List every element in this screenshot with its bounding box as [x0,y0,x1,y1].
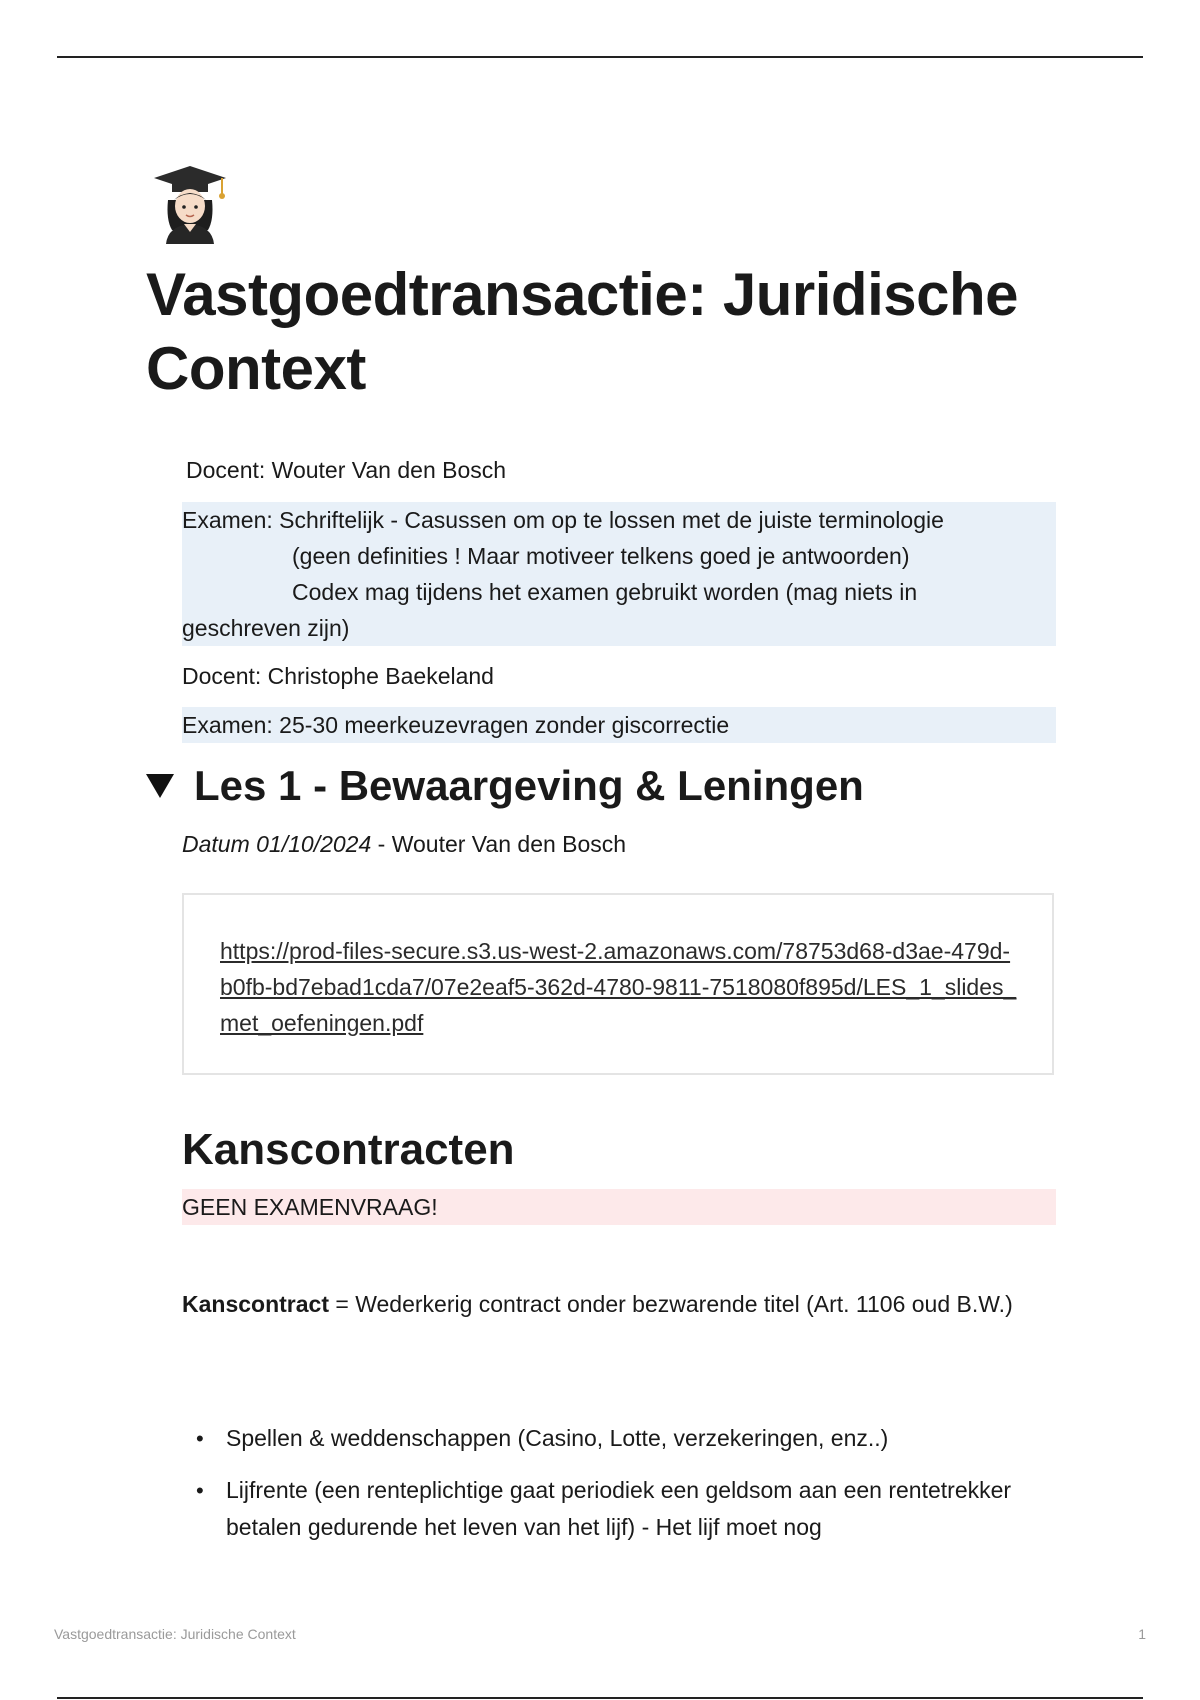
docent-line-1: Docent: Wouter Van den Bosch [186,457,507,483]
file-link-box [182,893,1054,1075]
exam-line: Examen: Schriftelijk - Casussen om op te lossen met de juiste terminologie [182,507,944,533]
student-emoji-icon [152,160,228,244]
list-item: • Spellen & weddenschappen (Casino, Lotte, verzekeringen, enz..) [182,1420,1062,1457]
lesson-date [182,826,626,862]
exam-callout-2: Examen: 25-30 meerkeuzevragen zonder giscorrectie [182,707,1056,743]
warning-callout: GEEN EXAMENVRAAG! [182,1189,1056,1225]
definition-text: = Wederkerig contract onder bezwarende titel (Art. 1106 oud B.W.) [328,1291,1013,1317]
exam-callout-1 [182,502,1056,646]
exam-line: geschreven zijn) [182,615,350,641]
bottom-divider [57,1697,1143,1699]
definition-term: Kanscontract [182,1291,329,1317]
list-item: • Lijfrente (een renteplichtige gaat periodiek een geldsom aan een rentetrekker betalen gedurende het leven van het lijf) - Het lijf moet nog [182,1472,1062,1546]
exam-line: Codex mag tijdens het examen gebruikt worden (mag niets in [292,579,918,605]
date-author: - Wouter Van den Bosch [371,831,627,857]
page-title: Vastgoedtransactie: Juridische Context [146,261,1018,402]
bullet-list [182,1420,1062,1561]
exam-line: (geen definities ! Maar motiveer telkens goed je antwoorden) [292,543,910,569]
top-divider [57,56,1143,58]
toggle-triangle-icon[interactable] [146,774,174,798]
date-label: Datum 01/10/2024 [182,831,372,857]
lesson-toggle[interactable] [146,758,864,814]
section-heading: Kanscontracten [182,1125,515,1174]
footer-page-number: 1 [1138,1626,1146,1642]
docent-line-2: Docent: Christophe Baekeland [182,663,494,689]
lesson-title: Les 1 - Bewaargeving & Leningen [194,762,864,809]
definition-paragraph [182,1286,1062,1323]
footer-title: Vastgoedtransactie: Juridische Context [54,1626,296,1642]
slides-pdf-link[interactable]: https://prod-files-secure.s3.us-west-2.amazonaws.com/78753d68-d3ae-479d-b0fb-bd7ebad1cda7/07e2eaf5-362d-4780-9811-7518080f895d/LES_1_slides_met_oefeningen.pdf [220,938,1017,1036]
